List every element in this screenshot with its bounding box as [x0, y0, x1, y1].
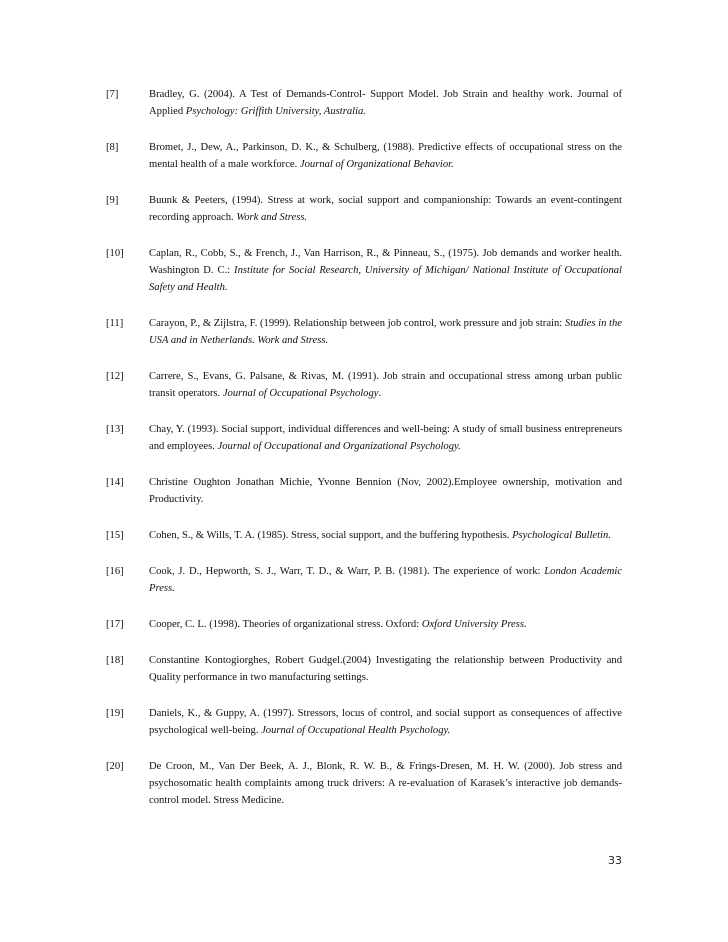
reference-entry-11	[106, 315, 622, 349]
reference-text	[149, 245, 622, 296]
reference-body: De Croon, M., Van Der Beek, A. J., Blonk, R. W. B., & Frings-Dresen, M. H. W. (2000). Job stress and psychosomatic health complaints among truck drivers: A re-evaluation of Karasek’s interactive job demands-control model. Stress Medicine.	[149, 761, 622, 806]
reference-entry-17	[106, 616, 622, 633]
reference-number: [16]	[106, 566, 124, 577]
reference-entry-8	[106, 139, 622, 173]
reference-body: Bradley, G. (2004). A Test of Demands-Control- Support Model. Job Strain and healthy work. Journal of Applied	[149, 89, 622, 117]
reference-italic: Journal of Occupational Psychology	[222, 388, 379, 399]
reference-italic: Journal of Occupational and Organizational Psychology.	[217, 441, 461, 452]
reference-text	[149, 563, 622, 597]
reference-text	[149, 421, 622, 455]
reference-text	[149, 652, 622, 686]
reference-body: Cooper, C. L. (1998). Theories of organizational stress. Oxford:	[149, 619, 422, 630]
reference-body: Constantine Kontogiorghes, Robert Gudgel.(2004) Investigating the relationship between Productivity and Quality performance in two manufacturing settings.	[149, 655, 622, 683]
reference-text	[149, 368, 622, 402]
reference-italic: London Academic Press.	[149, 566, 622, 594]
reference-body: Carrere, S., Evans, G. Palsane, & Rivas, M. (1991). Job strain and occupational stress among urban public transit operators.	[149, 371, 622, 399]
reference-italic: Psychological Bulletin.	[512, 530, 611, 541]
reference-text	[149, 705, 622, 739]
reference-entry-18	[106, 652, 622, 686]
reference-entry-15	[106, 527, 622, 544]
reference-entry-10	[106, 245, 622, 296]
reference-entry-9	[106, 192, 622, 226]
reference-body: Chay, Y. (1993). Social support, individual differences and well-being: A study of small business entrepreneurs and employees.	[149, 424, 622, 452]
reference-number: [7]	[106, 89, 119, 100]
reference-entry-16	[106, 563, 622, 597]
reference-text	[149, 315, 622, 349]
reference-number: [19]	[106, 708, 124, 719]
reference-number: [17]	[106, 619, 124, 630]
reference-italic: Institute for Social Research, University of Michigan/ National Institute of Occupational Safety and Health.	[149, 265, 623, 293]
reference-number: [18]	[106, 655, 124, 666]
reference-entry-14	[106, 474, 622, 508]
page-number: 33	[608, 854, 622, 867]
reference-body: Daniels, K., & Guppy, A. (1997). Stressors, locus of control, and social support as consequences of affective psychological well-being.	[149, 708, 622, 736]
reference-italic: Oxford University Press.	[421, 619, 527, 630]
reference-body: Cook, J. D., Hepworth, S. J., Warr, T. D., & Warr, P. B. (1981). The experience of work:	[149, 566, 545, 577]
reference-text	[149, 139, 622, 173]
reference-number: [12]	[106, 371, 124, 382]
reference-italic: Psychology: Griffith University, Australia.	[185, 106, 366, 117]
reference-list	[106, 86, 622, 828]
reference-text	[149, 192, 622, 226]
reference-entry-7	[106, 86, 622, 120]
reference-number: [10]	[106, 248, 124, 259]
reference-entry-12	[106, 368, 622, 402]
reference-number: [14]	[106, 477, 124, 488]
reference-body: Bromet, J., Dew, A., Parkinson, D. K., & Schulberg, (1988). Predictive effects of occupational stress on the mental health of a male workforce.	[149, 142, 622, 170]
reference-body: Cohen, S., & Wills, T. A. (1985). Stress, social support, and the buffering hypothesis.	[149, 530, 513, 541]
reference-italic: Journal of Occupational Health Psychology.	[261, 725, 451, 736]
reference-number: [8]	[106, 142, 119, 153]
reference-number: [15]	[106, 530, 124, 541]
reference-body: Christine Oughton Jonathan Michie, Yvonne Bennion (Nov, 2002).Employee ownership, motivation and Productivity.	[149, 477, 622, 505]
reference-tail: .	[378, 388, 382, 399]
reference-number: [9]	[106, 195, 119, 206]
reference-italic: Journal of Organizational Behavior.	[299, 159, 454, 170]
reference-number: [13]	[106, 424, 124, 435]
reference-number: [20]	[106, 761, 124, 772]
reference-entry-20	[106, 758, 622, 809]
reference-number: [11]	[106, 318, 124, 329]
reference-body: Buunk & Peeters, (1994). Stress at work, social support and companionship: Towards an event-contingent recording approach.	[149, 195, 622, 223]
reference-entry-19	[106, 705, 622, 739]
reference-italic: Work and Stress.	[236, 212, 308, 223]
reference-text	[149, 616, 622, 633]
reference-body: Carayon, P., & Zijlstra, F. (1999). Relationship between job control, work pressure and job strain:	[149, 318, 565, 329]
reference-italic: Studies in the USA and in Netherlands. Work and Stress.	[149, 318, 622, 346]
reference-text	[149, 527, 622, 544]
reference-text	[149, 758, 622, 809]
reference-text	[149, 474, 622, 508]
reference-body: Caplan, R., Cobb, S., & French, J., Van Harrison, R., & Pinneau, S., (1975). Job demands and worker health. Washington D. C.:	[149, 248, 622, 276]
reference-entry-13	[106, 421, 622, 455]
reference-text	[149, 86, 622, 120]
